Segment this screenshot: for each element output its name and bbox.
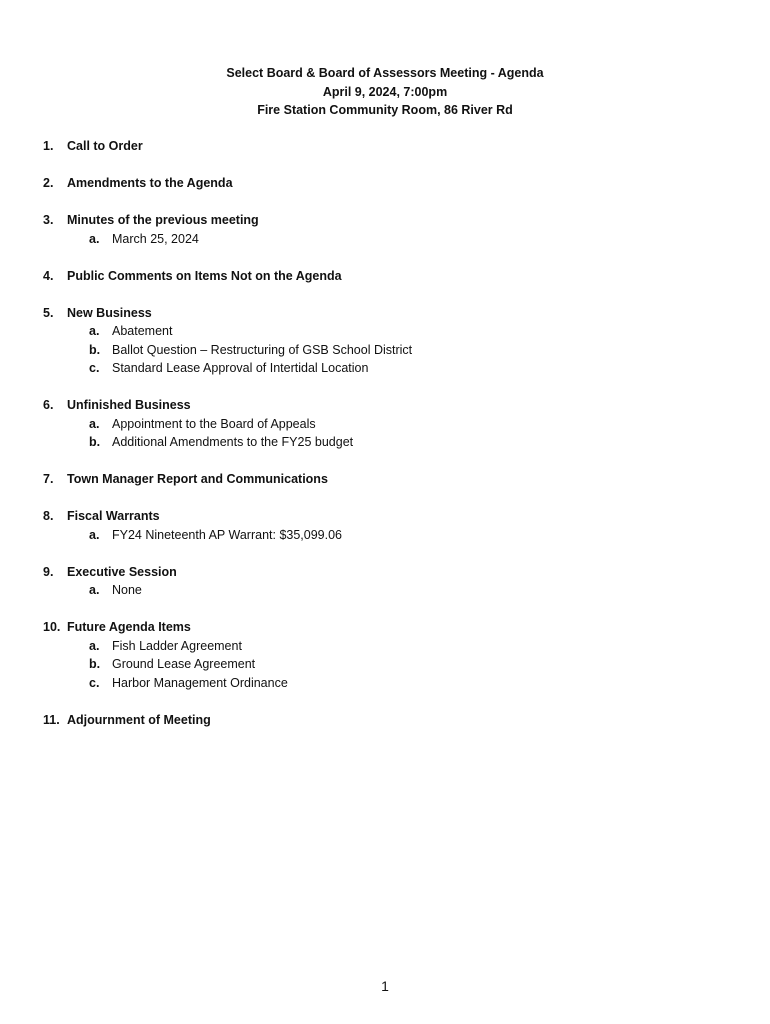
- meeting-title: Select Board & Board of Assessors Meeting - Agenda: [226, 66, 544, 80]
- agenda-item-number: 2.: [43, 176, 54, 190]
- agenda-item-number: 9.: [43, 564, 54, 579]
- agenda-subitem: [0, 230, 770, 249]
- agenda-subitem-text: FY24 Nineteenth AP Warrant: $35,099.06: [112, 527, 343, 542]
- agenda-item-title: Executive Session: [67, 564, 177, 579]
- agenda-subitem-letter: a.: [89, 416, 100, 431]
- agenda-item: [0, 470, 770, 489]
- agenda-subitem-letter: a.: [89, 231, 100, 246]
- agenda-item-title: Amendments to the Agenda: [67, 176, 233, 190]
- agenda-item: [0, 211, 770, 248]
- agenda-item-heading: [0, 267, 770, 286]
- agenda-subitem-text: Additional Amendments to the FY25 budget: [112, 435, 354, 449]
- agenda-item-title: Future Agenda Items: [67, 620, 191, 634]
- agenda-subitem-text: Fish Ladder Agreement: [112, 638, 242, 653]
- agenda-item-heading: [0, 563, 770, 582]
- agenda-subitem-letter: a.: [89, 638, 100, 653]
- agenda-item-number: 1.: [43, 139, 54, 153]
- agenda-subitem-text: Harbor Management Ordinance: [112, 675, 288, 690]
- agenda-item-number: 3.: [43, 213, 54, 227]
- agenda-subitem: [0, 674, 770, 693]
- agenda-item-number: 11.: [43, 712, 60, 727]
- page-number: 1: [381, 978, 389, 994]
- agenda-subitem-text: Appointment to the Board of Appeals: [112, 416, 316, 431]
- meeting-date-time: April 9, 2024, 7:00pm: [322, 84, 448, 99]
- agenda-subitem: [0, 655, 770, 674]
- agenda-subitem-text: Standard Lease Approval of Intertidal Location: [112, 361, 369, 375]
- agenda-item-heading: [0, 618, 770, 637]
- agenda-subitem-letter: b.: [89, 435, 101, 449]
- agenda-item: [0, 137, 770, 156]
- agenda-subitem-text: March 25, 2024: [112, 231, 199, 246]
- agenda-item-number: 6.: [43, 398, 54, 412]
- agenda-item: [0, 174, 770, 193]
- agenda-item-number: 7.: [43, 472, 54, 486]
- agenda-item: [0, 267, 770, 286]
- agenda-subitem: [0, 359, 770, 378]
- agenda-item-number: 10.: [43, 620, 61, 634]
- agenda-item-heading: [0, 211, 770, 230]
- agenda-subitem-letter: a.: [89, 583, 100, 597]
- agenda-item-number: 4.: [43, 268, 54, 283]
- agenda-item-number: 5.: [43, 305, 54, 320]
- agenda-subitem: [0, 581, 770, 600]
- agenda-item-title: Town Manager Report and Communications: [67, 472, 328, 486]
- agenda-item-title: Call to Order: [67, 139, 143, 153]
- agenda-list: [0, 137, 770, 748]
- agenda-subitem-letter: a.: [89, 527, 100, 542]
- agenda-subitem-text: Ground Lease Agreement: [112, 657, 256, 671]
- agenda-subitem: [0, 322, 770, 341]
- agenda-item: [0, 563, 770, 600]
- agenda-subitem-letter: c.: [89, 675, 100, 690]
- agenda-subitem: [0, 526, 770, 545]
- agenda-item-heading: [0, 174, 770, 193]
- agenda-item-heading: [0, 470, 770, 489]
- agenda-item-heading: [0, 711, 770, 730]
- agenda-item: [0, 711, 770, 730]
- agenda-item-heading: [0, 396, 770, 415]
- agenda-item-number: 8.: [43, 509, 54, 523]
- agenda-subitem: [0, 341, 770, 360]
- agenda-subitem-text: Ballot Question – Restructuring of GSB School District: [112, 342, 413, 357]
- agenda-subitem-letter: b.: [89, 657, 101, 671]
- agenda-subitem-text: Abatement: [112, 324, 173, 338]
- agenda-subitem-letter: c.: [89, 361, 100, 375]
- meeting-location: Fire Station Community Room, 86 River Rd: [257, 103, 513, 117]
- agenda-item: [0, 396, 770, 452]
- agenda-item: [0, 507, 770, 544]
- agenda-subitem: [0, 637, 770, 656]
- agenda-item-heading: [0, 507, 770, 526]
- agenda-item-heading: [0, 137, 770, 156]
- agenda-item-title: New Business: [67, 305, 152, 320]
- agenda-subitem: [0, 433, 770, 452]
- agenda-item: [0, 618, 770, 692]
- agenda-item: [0, 304, 770, 378]
- agenda-subitem-letter: a.: [89, 324, 100, 338]
- agenda-item-title: Adjournment of Meeting: [67, 712, 211, 727]
- agenda-subitem: [0, 415, 770, 434]
- agenda-header: [0, 64, 770, 120]
- agenda-item-title: Minutes of the previous meeting: [67, 213, 259, 227]
- agenda-item-title: Fiscal Warrants: [67, 509, 160, 523]
- agenda-item-title: Public Comments on Items Not on the Agenda: [67, 268, 342, 283]
- agenda-item-title: Unfinished Business: [67, 398, 191, 412]
- agenda-subitem-letter: b.: [89, 342, 101, 357]
- agenda-item-heading: [0, 304, 770, 323]
- agenda-subitem-text: None: [112, 583, 142, 597]
